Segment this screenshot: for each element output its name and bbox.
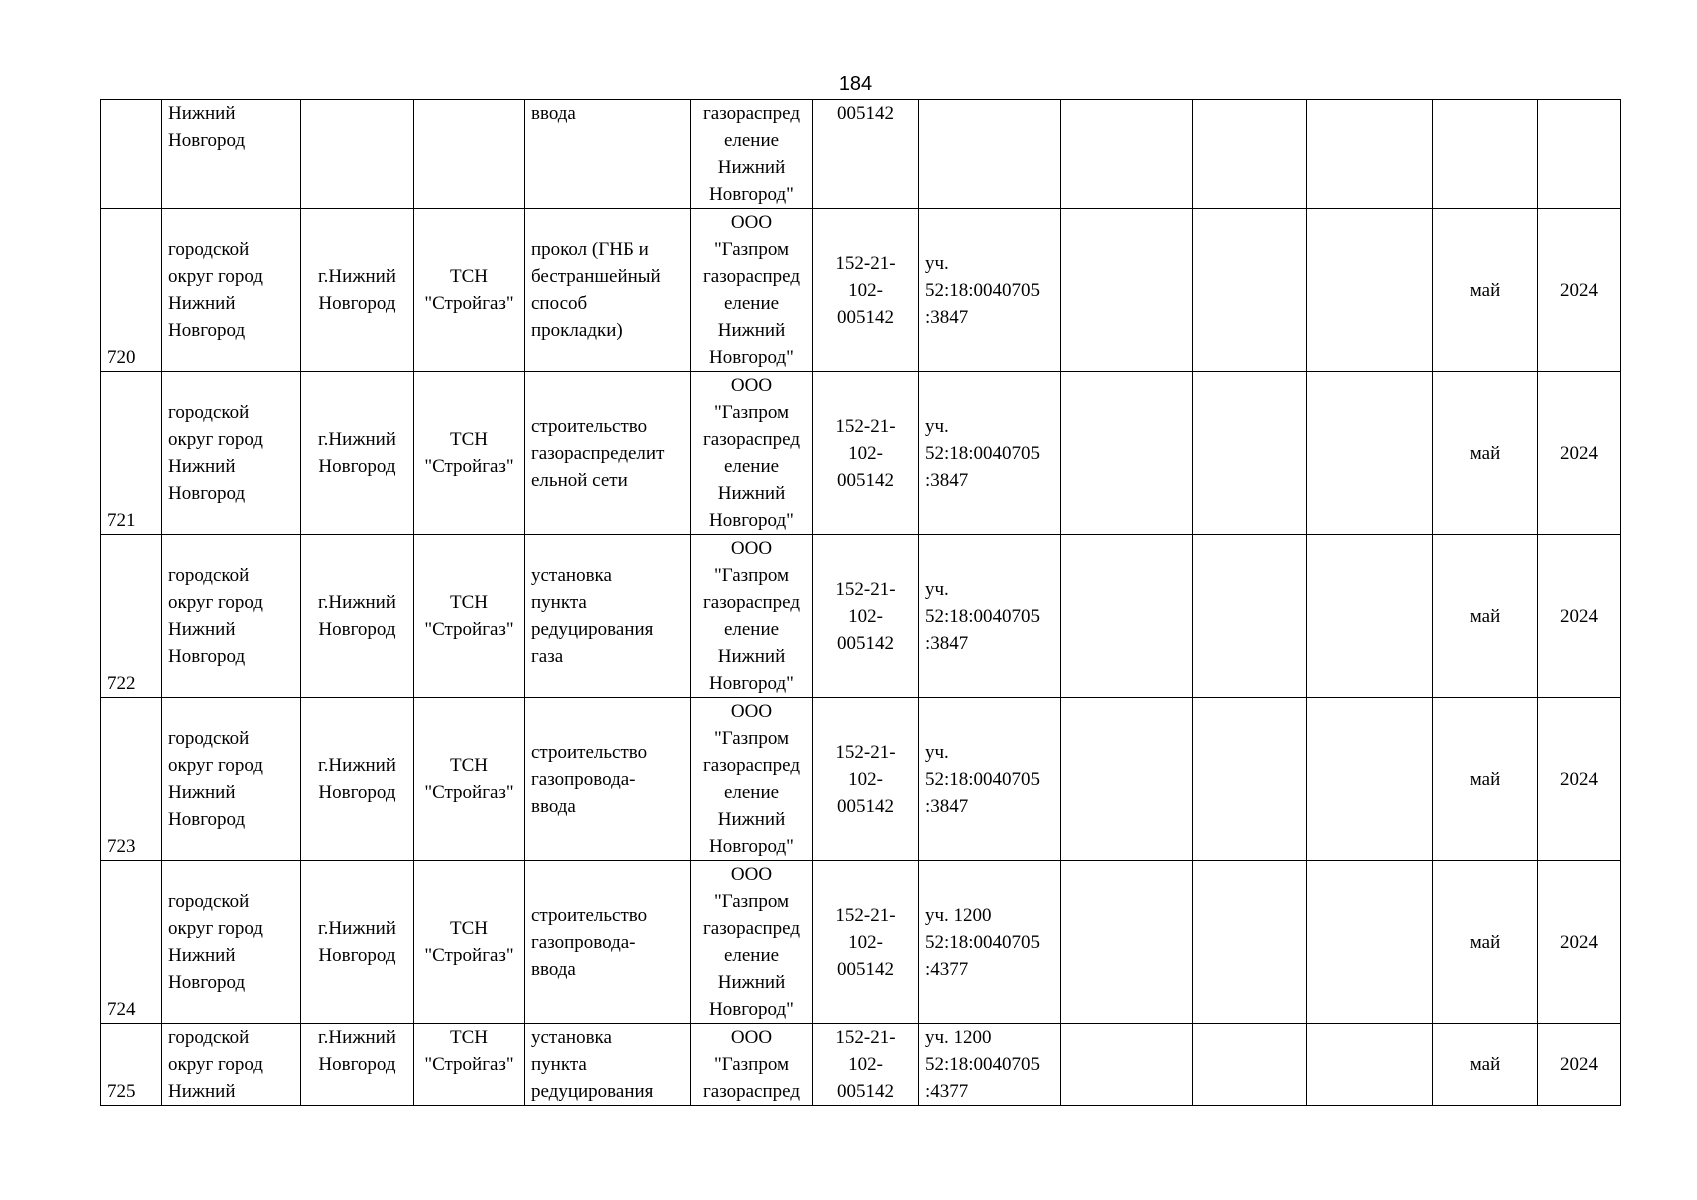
cell-number: 721 bbox=[101, 372, 162, 535]
cell-plot: уч. 52:18:0040705 :3847 bbox=[919, 535, 1061, 698]
cell-empty-2 bbox=[1193, 1024, 1307, 1106]
cell-customer: ТСН "Стройгаз" bbox=[414, 861, 525, 1024]
cell-month: май bbox=[1433, 698, 1538, 861]
cell-month: май bbox=[1433, 535, 1538, 698]
cell-plot bbox=[919, 100, 1061, 209]
cell-empty-1 bbox=[1061, 372, 1193, 535]
cell-customer: ТСН "Стройгаз" bbox=[414, 698, 525, 861]
cell-year: 2024 bbox=[1538, 372, 1621, 535]
cell-locality: г.Нижний Новгород bbox=[301, 372, 414, 535]
cell-empty-1 bbox=[1061, 861, 1193, 1024]
cell-empty-3 bbox=[1307, 1024, 1433, 1106]
cell-locality: г.Нижний Новгород bbox=[301, 698, 414, 861]
cell-code: 152-21- 102- 005142 bbox=[813, 535, 919, 698]
cell-empty-3 bbox=[1307, 372, 1433, 535]
table-row-722 bbox=[101, 535, 1621, 698]
cell-empty-3 bbox=[1307, 535, 1433, 698]
cell-municipality: городской округ город Нижний Новгород bbox=[162, 209, 301, 372]
cell-number bbox=[101, 100, 162, 209]
cell-year: 2024 bbox=[1538, 1024, 1621, 1106]
cell-code: 152-21- 102- 005142 bbox=[813, 372, 919, 535]
cell-work: ввода bbox=[525, 100, 691, 209]
cell-empty-1 bbox=[1061, 698, 1193, 861]
cell-code: 005142 bbox=[813, 100, 919, 209]
cell-plot: уч. 1200 52:18:0040705 :4377 bbox=[919, 861, 1061, 1024]
cell-empty-3 bbox=[1307, 861, 1433, 1024]
cell-municipality: Нижний Новгород bbox=[162, 100, 301, 209]
cell-municipality: городской округ город Нижний bbox=[162, 1024, 301, 1106]
cell-work: строительство газораспределит ельной сети bbox=[525, 372, 691, 535]
cell-empty-2 bbox=[1193, 209, 1307, 372]
cell-work: установка пункта редуцирования газа bbox=[525, 535, 691, 698]
cell-municipality: городской округ город Нижний Новгород bbox=[162, 535, 301, 698]
cell-empty-2 bbox=[1193, 100, 1307, 209]
cell-plot: уч. 52:18:0040705 :3847 bbox=[919, 372, 1061, 535]
cell-customer: ТСН "Стройгаз" bbox=[414, 1024, 525, 1106]
cell-month: май bbox=[1433, 861, 1538, 1024]
cell-month: май bbox=[1433, 209, 1538, 372]
cell-work: строительство газопровода- ввода bbox=[525, 861, 691, 1024]
cell-customer: ТСН "Стройгаз" bbox=[414, 209, 525, 372]
cell-organization: ООО "Газпром газораспред еление Нижний Новгород" bbox=[691, 372, 813, 535]
cell-empty-3 bbox=[1307, 698, 1433, 861]
cell-customer bbox=[414, 100, 525, 209]
cell-month: май bbox=[1433, 372, 1538, 535]
cell-customer: ТСН "Стройгаз" bbox=[414, 535, 525, 698]
cell-organization: ООО "Газпром газораспред bbox=[691, 1024, 813, 1106]
cell-number: 723 bbox=[101, 698, 162, 861]
cell-locality: г.Нижний Новгород bbox=[301, 1024, 414, 1106]
table-row-720 bbox=[101, 209, 1621, 372]
cell-number: 724 bbox=[101, 861, 162, 1024]
cell-empty-2 bbox=[1193, 372, 1307, 535]
cell-empty-1 bbox=[1061, 100, 1193, 209]
cell-code: 152-21- 102- 005142 bbox=[813, 1024, 919, 1106]
cell-number: 720 bbox=[101, 209, 162, 372]
cell-work: установка пункта редуцирования bbox=[525, 1024, 691, 1106]
cell-organization: газораспред еление Нижний Новгород" bbox=[691, 100, 813, 209]
cell-code: 152-21- 102- 005142 bbox=[813, 209, 919, 372]
cell-municipality: городской округ город Нижний Новгород bbox=[162, 861, 301, 1024]
cell-organization: ООО "Газпром газораспред еление Нижний Новгород" bbox=[691, 535, 813, 698]
cell-locality: г.Нижний Новгород bbox=[301, 861, 414, 1024]
cell-plot: уч. 1200 52:18:0040705 :4377 bbox=[919, 1024, 1061, 1106]
cell-number: 722 bbox=[101, 535, 162, 698]
cell-year: 2024 bbox=[1538, 861, 1621, 1024]
cell-month bbox=[1433, 100, 1538, 209]
cell-empty-2 bbox=[1193, 535, 1307, 698]
cell-empty-1 bbox=[1061, 535, 1193, 698]
cell-month: май bbox=[1433, 1024, 1538, 1106]
cell-empty-3 bbox=[1307, 209, 1433, 372]
cell-municipality: городской округ город Нижний Новгород bbox=[162, 372, 301, 535]
table-row-724 bbox=[101, 861, 1621, 1024]
cell-code: 152-21- 102- 005142 bbox=[813, 861, 919, 1024]
table-row-723 bbox=[101, 698, 1621, 861]
cell-municipality: городской округ город Нижний Новгород bbox=[162, 698, 301, 861]
cell-plot: уч. 52:18:0040705 :3847 bbox=[919, 209, 1061, 372]
cell-empty-2 bbox=[1193, 698, 1307, 861]
cell-organization: ООО "Газпром газораспред еление Нижний Новгород" bbox=[691, 209, 813, 372]
cell-locality: г.Нижний Новгород bbox=[301, 209, 414, 372]
cell-year: 2024 bbox=[1538, 209, 1621, 372]
table-row-continuation bbox=[101, 100, 1621, 209]
cell-year: 2024 bbox=[1538, 535, 1621, 698]
cell-empty-1 bbox=[1061, 1024, 1193, 1106]
cell-organization: ООО "Газпром газораспред еление Нижний Новгород" bbox=[691, 698, 813, 861]
cell-number: 725 bbox=[101, 1024, 162, 1106]
works-table bbox=[100, 99, 1621, 1106]
cell-organization: ООО "Газпром газораспред еление Нижний Новгород" bbox=[691, 861, 813, 1024]
cell-work: строительство газопровода- ввода bbox=[525, 698, 691, 861]
cell-year: 2024 bbox=[1538, 698, 1621, 861]
cell-code: 152-21- 102- 005142 bbox=[813, 698, 919, 861]
cell-locality: г.Нижний Новгород bbox=[301, 535, 414, 698]
cell-year bbox=[1538, 100, 1621, 209]
cell-work: прокол (ГНБ и бестраншейный способ прокладки) bbox=[525, 209, 691, 372]
table-row-725 bbox=[101, 1024, 1621, 1106]
table-row-721 bbox=[101, 372, 1621, 535]
cell-empty-1 bbox=[1061, 209, 1193, 372]
cell-empty-3 bbox=[1307, 100, 1433, 209]
cell-customer: ТСН "Стройгаз" bbox=[414, 372, 525, 535]
page-number: 184 bbox=[838, 73, 873, 95]
cell-empty-2 bbox=[1193, 861, 1307, 1024]
cell-plot: уч. 52:18:0040705 :3847 bbox=[919, 698, 1061, 861]
cell-locality bbox=[301, 100, 414, 209]
